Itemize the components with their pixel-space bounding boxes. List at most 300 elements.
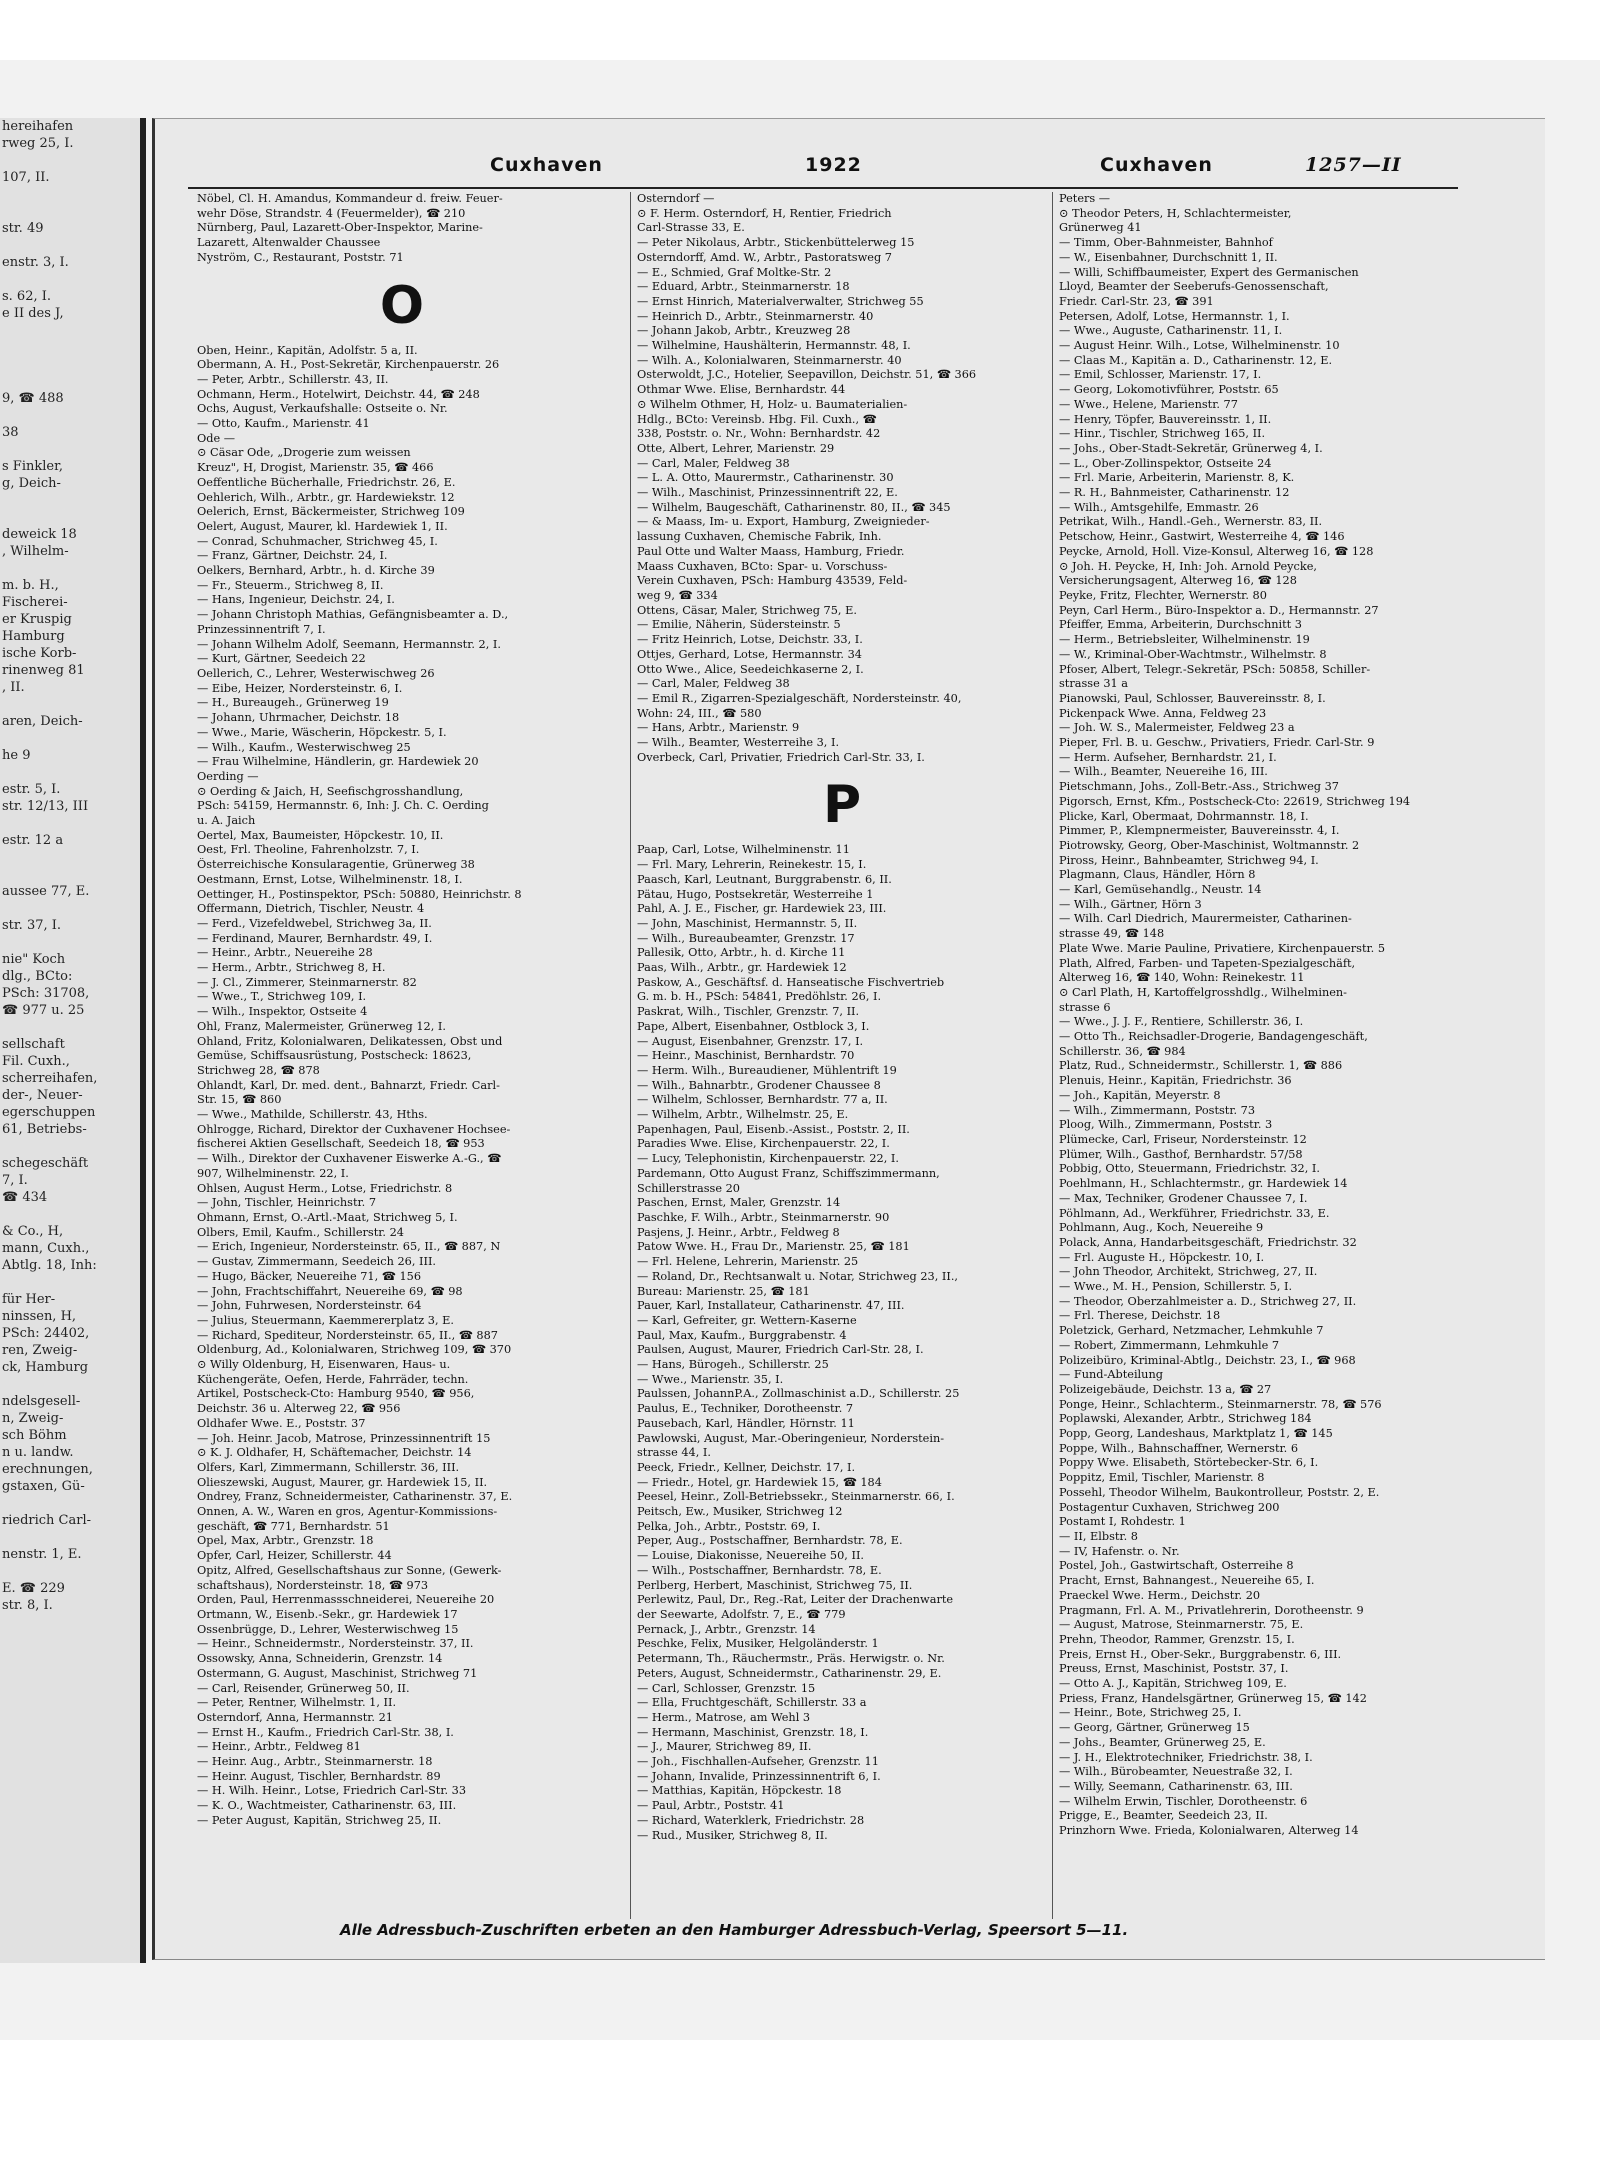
directory-entry: — Otto Th., Reichsadler-Drogerie, Bandagengeschäft, bbox=[1059, 1030, 1368, 1044]
directory-entry: strasse 6 bbox=[1059, 1000, 1111, 1014]
directory-entry: Paul, Max, Kaufm., Burggrabenstr. 4 bbox=[637, 1328, 847, 1342]
left-page-fragment bbox=[0, 118, 146, 1963]
directory-entry: Carl-Strasse 33, E. bbox=[637, 221, 745, 235]
directory-entry: Ochs, August, Verkaufshalle: Ostseite o. Nr. bbox=[197, 402, 448, 416]
directory-entry: ⊙ F. Herm. Osterndorf, H, Rentier, Friedrich bbox=[637, 206, 892, 220]
left-fragment-line: dlg., BCto: bbox=[2, 969, 73, 984]
left-fragment-line: 107, II. bbox=[2, 170, 50, 185]
directory-entry: — Johann, Uhrmacher, Deichstr. 18 bbox=[197, 711, 400, 725]
directory-entry: Postel, Joh., Gastwirtschaft, Osterreihe 8 bbox=[1059, 1559, 1294, 1573]
directory-entry: — Carl, Maler, Feldweg 38 bbox=[637, 456, 790, 470]
directory-entry: weg 9, ☎ 334 bbox=[637, 588, 718, 602]
left-fragment-line: 7, I. bbox=[2, 1173, 28, 1188]
directory-entry: Osterndorf — bbox=[637, 192, 715, 205]
directory-entry: — Fund-Abteilung bbox=[1059, 1368, 1163, 1382]
directory-entry: — Wilhelm Erwin, Tischler, Dorotheenstr. 6 bbox=[1059, 1794, 1308, 1808]
directory-entry: — Julius, Steuermann, Kaemmererplatz 3, E. bbox=[197, 1313, 455, 1327]
directory-entry: — Robert, Zimmermann, Lehmkuhle 7 bbox=[1059, 1338, 1280, 1352]
directory-entry: — Wilh., Beamter, Westerreihe 3, I. bbox=[637, 736, 840, 750]
directory-entry: Petermann, Th., Räuchermstr., Präs. Herwigstr. o. Nr. bbox=[637, 1652, 945, 1666]
directory-entry: Pasjens, J. Heinr., Arbtr., Feldweg 8 bbox=[637, 1225, 840, 1239]
directory-entry: — Lucy, Telephonistin, Kirchenpauerstr. 22, I. bbox=[637, 1152, 899, 1166]
directory-entry: u. A. Jaich bbox=[197, 814, 256, 828]
directory-entry: Küchengeräte, Oefen, Herde, Fahrräder, techn. bbox=[197, 1372, 469, 1386]
left-fragment-line bbox=[0, 815, 140, 832]
directory-entry: — K. O., Wachtmeister, Catharinenstr. 63, III. bbox=[197, 1799, 457, 1813]
left-fragment-line: hereihafen bbox=[2, 119, 74, 134]
left-fragment-line: ren, Zweig- bbox=[2, 1343, 78, 1358]
left-fragment-line: Abtlg. 18, Inh: bbox=[2, 1258, 97, 1273]
directory-entry: — Emilie, Näherin, Südersteinstr. 5 bbox=[637, 618, 841, 632]
directory-entry: Patow Wwe. H., Frau Dr., Marienstr. 25, ☎ 181 bbox=[637, 1240, 910, 1254]
directory-entry: Peesel, Heinr., Zoll-Betriebssekr., Steinmarnerstr. 66, I. bbox=[637, 1490, 955, 1504]
directory-entry: — Richard, Spediteur, Nordersteinstr. 65, II., ☎ 887 bbox=[197, 1328, 498, 1342]
header-city-left: Cuxhaven bbox=[490, 154, 603, 176]
directory-entry: Pfeiffer, Emma, Arbeiterin, Durchschnitt 3 bbox=[1059, 618, 1302, 632]
directory-entry: Paskow, A., Geschäftsf. d. Hanseatische Fischvertrieb bbox=[637, 975, 945, 989]
column-2 bbox=[630, 192, 1047, 1919]
directory-entry: — Ella, Fruchtgeschäft, Schillerstr. 33 a bbox=[637, 1696, 867, 1710]
directory-entry: Piotrowsky, Georg, Ober-Maschinist, Woltmannstr. 2 bbox=[1059, 838, 1360, 852]
directory-entry: Str. 15, ☎ 860 bbox=[197, 1093, 282, 1107]
directory-entry: Ottens, Cäsar, Maler, Strichweg 75, E. bbox=[637, 603, 857, 617]
directory-entry: ⊙ K. J. Oldhafer, H, Schäftemacher, Deichstr. 14 bbox=[197, 1446, 472, 1460]
directory-entry: ⊙ Joh. H. Peycke, H, Inh: Joh. Arnold Peycke, bbox=[1059, 559, 1317, 573]
directory-entry: — Johann Jakob, Arbtr., Kreuzweg 28 bbox=[637, 324, 851, 338]
directory-entry: — Herm., Betriebsleiter, Wilhelminenstr. 19 bbox=[1059, 633, 1310, 647]
directory-entry: Plümer, Wilh., Gasthof, Bernhardstr. 57/58 bbox=[1059, 1147, 1303, 1161]
left-fragment-line: für Her- bbox=[2, 1292, 56, 1307]
directory-entry: — J. Cl., Zimmerer, Steinmarnerstr. 82 bbox=[197, 975, 417, 989]
directory-entry: — Friedr., Hotel, gr. Hardewiek 15, ☎ 184 bbox=[637, 1475, 882, 1489]
left-fragment-line bbox=[0, 373, 140, 390]
directory-entry: — Herm., Arbtr., Strichweg 8, H. bbox=[197, 961, 386, 975]
left-fragment-line: deweick 18 bbox=[2, 527, 77, 542]
directory-entry: Prinzhorn Wwe. Frieda, Kolonialwaren, Alterweg 14 bbox=[1059, 1824, 1359, 1838]
directory-entry: Bureau: Marienstr. 25, ☎ 181 bbox=[637, 1284, 810, 1298]
left-fragment-line: gstaxen, Gü- bbox=[2, 1479, 85, 1494]
left-fragment-line: s. 62, I. bbox=[2, 289, 52, 304]
directory-entry: ⊙ Carl Plath, H, Kartoffelgrosshdlg., Wilhelminen- bbox=[1059, 985, 1348, 999]
directory-entry: — Wwe., T., Strichweg 109, I. bbox=[197, 990, 367, 1004]
directory-entry: — Heinr., Bote, Strichweg 25, I. bbox=[1059, 1706, 1242, 1720]
directory-entry: Ondrey, Franz, Schneidermeister, Catharinenstr. 37, E. bbox=[197, 1490, 513, 1504]
directory-entry: Ohlrogge, Richard, Direktor der Cuxhavener Hochsee- bbox=[197, 1122, 511, 1136]
page-header bbox=[180, 154, 1460, 178]
left-fragment-line: scherreihafen, bbox=[2, 1071, 98, 1086]
left-fragment-line bbox=[0, 407, 140, 424]
directory-entry: — Eibe, Heizer, Nordersteinstr. 6, I. bbox=[197, 681, 403, 695]
directory-entry: Osterwoldt, J.C., Hotelier, Seepavillon, Deichstr. 51, ☎ 366 bbox=[637, 368, 977, 382]
directory-entry: Pianowski, Paul, Schlosser, Bauvereinsstr. 8, I. bbox=[1059, 691, 1326, 705]
directory-entry: — R. H., Bahnmeister, Catharinenstr. 12 bbox=[1059, 486, 1290, 500]
left-fragment-line bbox=[0, 866, 140, 883]
directory-entry: Plümecke, Carl, Friseur, Nordersteinstr. 12 bbox=[1059, 1133, 1307, 1146]
directory-entry: Poppy Wwe. Elisabeth, Störtebecker-Str. 6, I. bbox=[1059, 1456, 1319, 1470]
left-fragment-line bbox=[0, 730, 140, 747]
directory-entry: — & Maass, Im- u. Export, Hamburg, Zweignieder- bbox=[637, 515, 930, 529]
directory-entry: Osterndorff, Amd. W., Arbtr., Pastoratsweg 7 bbox=[637, 250, 892, 264]
directory-entry: Pahl, A. J. E., Fischer, gr. Hardewiek 23, III. bbox=[637, 902, 887, 916]
directory-entry: Peper, Aug., Postschaffner, Bernhardstr. 78, E. bbox=[637, 1534, 903, 1548]
left-fragment-line: 38 bbox=[2, 425, 19, 440]
directory-entry: Pickenpack Wwe. Anna, Feldweg 23 bbox=[1059, 706, 1267, 720]
directory-entry: geschäft, ☎ 771, Bernhardstr. 51 bbox=[197, 1519, 390, 1533]
directory-entry: — Wilhelmine, Haushälterin, Hermannstr. 48, I. bbox=[637, 339, 911, 353]
directory-entry: — Fritz Heinrich, Lotse, Deichstr. 33, I. bbox=[637, 633, 863, 647]
column-1 bbox=[197, 192, 607, 1919]
directory-entry: ⊙ Theodor Peters, H, Schlachtermeister, bbox=[1059, 206, 1292, 220]
directory-entry: — Wwe., M. H., Pension, Schillerstr. 5, I. bbox=[1059, 1280, 1293, 1294]
left-fragment-line: sellschaft bbox=[2, 1037, 65, 1052]
directory-entry: — Matthias, Kapitän, Höpckestr. 18 bbox=[637, 1784, 842, 1798]
directory-entry: Othmar Wwe. Elise, Bernhardstr. 44 bbox=[637, 383, 846, 397]
directory-entry: Peyn, Carl Herm., Büro-Inspektor a. D., Hermannstr. 27 bbox=[1059, 603, 1379, 617]
directory-entry: Grünerweg 41 bbox=[1059, 221, 1142, 235]
left-fragment-line bbox=[0, 356, 140, 373]
directory-entry: Prehn, Theodor, Rammer, Grenzstr. 15, I. bbox=[1059, 1632, 1295, 1646]
left-fragment-line bbox=[0, 492, 140, 509]
directory-entry: — Ferd., Vizefeldwebel, Strichweg 3a, II. bbox=[197, 916, 432, 930]
directory-entry: — Heinr. August, Tischler, Bernhardstr. 89 bbox=[197, 1769, 441, 1783]
directory-entry: — Wwe., Marie, Wäscherin, Höpckestr. 5, I. bbox=[197, 725, 447, 739]
directory-entry: Papenhagen, Paul, Eisenb.-Assist., Poststr. 2, II. bbox=[637, 1122, 910, 1136]
directory-entry: — Otto, Kaufm., Marienstr. 41 bbox=[197, 417, 370, 431]
left-fragment-line: str. 8, I. bbox=[2, 1598, 53, 1613]
directory-entry: — H., Bureaugeh., Grünerweg 19 bbox=[197, 696, 389, 710]
directory-entry: Peters, August, Schneidermstr., Catharinenstr. 29, E. bbox=[637, 1666, 942, 1680]
directory-entry: — Roland, Dr., Rechtsanwalt u. Notar, Strichweg 23, II., bbox=[637, 1269, 959, 1283]
directory-entry: — Heinr., Arbtr., Neuereihe 28 bbox=[197, 946, 373, 960]
directory-entry: Paulssen, JohannP.A., Zollmaschinist a.D., Schillerstr. 25 bbox=[637, 1387, 960, 1401]
directory-entry: Lazarett, Altenwalder Chaussee bbox=[197, 236, 381, 250]
left-fragment-line: ninssen, H, bbox=[2, 1309, 77, 1324]
directory-entry: — Wilhelm, Baugeschäft, Catharinenstr. 80, II., ☎ 345 bbox=[637, 500, 951, 514]
left-fragment-line: m. b. H., bbox=[2, 578, 59, 593]
left-fragment-line: ndelsgesell- bbox=[2, 1394, 81, 1409]
left-fragment-line: ☎ 434 bbox=[2, 1190, 48, 1205]
directory-entry: — Wwe., J. J. F., Rentiere, Schillerstr. 36, I. bbox=[1059, 1015, 1304, 1029]
directory-entry: — Wilh. A., Kolonialwaren, Steinmarnerstr. 40 bbox=[637, 353, 902, 367]
directory-entry: Peitsch, Ew., Musiker, Strichweg 12 bbox=[637, 1505, 843, 1519]
directory-entry: — Hugo, Bäcker, Neuereihe 71, ☎ 156 bbox=[197, 1269, 422, 1283]
directory-entry: — John, Maschinist, Hermannstr. 5, II. bbox=[637, 916, 858, 930]
directory-entry: Olbers, Emil, Kaufm., Schillerstr. 24 bbox=[197, 1225, 404, 1239]
left-fragment-line: n, Zweig- bbox=[2, 1411, 64, 1426]
directory-entry: Preis, Ernst H., Ober-Sekr., Burggrabenstr. 6, III. bbox=[1059, 1647, 1342, 1661]
directory-entry: Poplawski, Alexander, Arbtr., Strichweg 184 bbox=[1059, 1412, 1312, 1426]
directory-entry: — Fr., Steuerm., Strichweg 8, II. bbox=[197, 578, 384, 592]
directory-entry: — Wwe., Marienstr. 35, I. bbox=[637, 1372, 784, 1386]
directory-entry: — Wilh., Amtsgehilfe, Emmastr. 26 bbox=[1059, 500, 1259, 514]
left-fragment-line bbox=[0, 696, 140, 713]
directory-entry: Oettinger, H., Postinspektor, PSch: 50880, Heinrichstr. 8 bbox=[197, 887, 522, 901]
directory-entry: — Carl, Maler, Feldweg 38 bbox=[637, 677, 790, 691]
directory-entry: Deichstr. 36 u. Alterweg 22, ☎ 956 bbox=[197, 1402, 401, 1416]
header-year: 1922 bbox=[805, 154, 862, 176]
directory-entry: — Hans, Bürogeh., Schillerstr. 25 bbox=[637, 1358, 829, 1372]
section-letter: P bbox=[822, 775, 862, 836]
directory-entry: Ohmann, Ernst, O.-Artl.-Maat, Strichweg 5, I. bbox=[197, 1211, 458, 1224]
directory-entry: — J., Maurer, Strichweg 89, II. bbox=[637, 1740, 812, 1754]
header-page-number: 1257—II bbox=[1305, 154, 1402, 176]
directory-entry: Plenuis, Heinr., Kapitän, Friedrichstr. 36 bbox=[1059, 1074, 1292, 1088]
directory-entry: Pätau, Hugo, Postsekretär, Westerreihe 1 bbox=[637, 887, 874, 901]
directory-entry: Obermann, A. H., Post-Sekretär, Kirchenpauerstr. 26 bbox=[197, 358, 500, 372]
directory-entry: — Ferdinand, Maurer, Bernhardstr. 49, I. bbox=[197, 931, 433, 945]
directory-entry: Onnen, A. W., Waren en gros, Agentur-Kommissions- bbox=[197, 1505, 498, 1519]
left-fragment-line: nie" Koch bbox=[2, 952, 66, 967]
directory-entry: — Hinr., Tischler, Strichweg 165, II. bbox=[1059, 427, 1266, 441]
left-fragment-line: Fil. Cuxh., bbox=[2, 1054, 70, 1069]
directory-entry: wehr Döse, Strandstr. 4 (Feuermelder), ☎ 210 bbox=[197, 206, 466, 220]
directory-entry: — Joh., Fischhallen-Aufseher, Grenzstr. 11 bbox=[637, 1755, 879, 1769]
directory-entry: Poppitz, Emil, Tischler, Marienstr. 8 bbox=[1059, 1471, 1265, 1485]
directory-entry: Schillerstr. 36, ☎ 984 bbox=[1059, 1044, 1186, 1058]
left-fragment-line bbox=[0, 441, 140, 458]
directory-entry: Platz, Rud., Schneidermstr., Schillerstr. 1, ☎ 886 bbox=[1059, 1059, 1343, 1073]
directory-entry: — John, Fuhrwesen, Nordersteinstr. 64 bbox=[197, 1299, 422, 1313]
directory-entry: — August Heinr. Wilh., Lotse, Wilhelminenstr. 10 bbox=[1059, 339, 1340, 353]
directory-entry: Ohlsen, August Herm., Lotse, Friedrichstr. 8 bbox=[197, 1181, 453, 1195]
left-fragment-line bbox=[0, 1206, 140, 1223]
directory-entry: Poppe, Wilh., Bahnschaffner, Wernerstr. 6 bbox=[1059, 1441, 1299, 1455]
directory-entry: — Joh., Kapitän, Meyerstr. 8 bbox=[1059, 1088, 1221, 1102]
directory-entry: Otto Wwe., Alice, Seedeichkaserne 2, I. bbox=[637, 662, 864, 676]
left-fragment-line bbox=[0, 764, 140, 781]
directory-entry: Petrikat, Wilh., Handl.-Geh., Wernerstr. 83, II. bbox=[1059, 515, 1323, 529]
footer-note: Alle Adressbuch-Zuschriften erbeten an den Hamburger Adressbuch-Verlag, Speersort 5—11. bbox=[340, 1921, 1129, 1939]
directory-entry: — Carl, Schlosser, Grenzstr. 15 bbox=[637, 1681, 816, 1695]
directory-entry: Ponge, Heinr., Schlachterm., Steinmarnerstr. 78, ☎ 576 bbox=[1059, 1397, 1382, 1411]
directory-entry: Praeckel Wwe. Herm., Deichstr. 20 bbox=[1059, 1588, 1261, 1602]
directory-entry: Otte, Albert, Lehrer, Marienstr. 29 bbox=[637, 441, 835, 455]
directory-entry: Ohland, Fritz, Kolonialwaren, Delikatessen, Obst und bbox=[197, 1034, 503, 1048]
directory-entry: Kreuz", H, Drogist, Marienstr. 35, ☎ 466 bbox=[197, 461, 434, 475]
directory-entry: Paulsen, August, Maurer, Friedrich Carl-Str. 28, I. bbox=[637, 1343, 924, 1357]
directory-entry: — Heinr., Schneidermstr., Nordersteinstr. 37, II. bbox=[197, 1637, 474, 1651]
directory-entry: Oehlerich, Wilh., Arbtr., gr. Hardewiekstr. 12 bbox=[197, 490, 455, 504]
directory-entry: — Gustav, Zimmermann, Seedeich 26, III. bbox=[197, 1255, 437, 1269]
directory-entry: Ossenbrügge, D., Lehrer, Westerwischweg 15 bbox=[197, 1622, 459, 1636]
directory-entry: — Herm., Matrose, am Wehl 3 bbox=[637, 1710, 811, 1724]
left-fragment-line: aren, Deich- bbox=[2, 714, 83, 729]
directory-entry: — H. Wilh. Heinr., Lotse, Friedrich Carl-Str. 33 bbox=[197, 1784, 467, 1798]
directory-entry: Pardemann, Otto August Franz, Schiffszimmermann, bbox=[637, 1166, 940, 1180]
directory-entry: Olieszewski, August, Maurer, gr. Hardewiek 15, II. bbox=[197, 1475, 488, 1489]
directory-entry: — Peter Nikolaus, Arbtr., Stickenbüttelerweg 15 bbox=[637, 236, 915, 250]
left-fragment-line bbox=[0, 237, 140, 254]
directory-entry: Plath, Alfred, Farben- und Tapeten-Spezialgeschäft, bbox=[1059, 956, 1356, 970]
directory-entry: Prigge, E., Beamter, Seedeich 23, II. bbox=[1059, 1809, 1268, 1823]
column-3 bbox=[1052, 192, 1469, 1919]
directory-entry: — Heinrich D., Arbtr., Steinmarnerstr. 40 bbox=[637, 309, 874, 323]
directory-entry: — John, Frachtschiffahrt, Neuereihe 69, ☎ 98 bbox=[197, 1284, 463, 1298]
directory-entry: Nöbel, Cl. H. Amandus, Kommandeur d. freiw. Feuer- bbox=[197, 192, 503, 205]
directory-entry: Priess, Franz, Handelsgärtner, Grünerweg 15, ☎ 142 bbox=[1059, 1691, 1367, 1705]
directory-entry: — August, Eisenbahner, Grenzstr. 17, I. bbox=[637, 1034, 864, 1048]
left-fragment-line: estr. 5, I. bbox=[2, 782, 61, 797]
directory-entry: — Wwe., Mathilde, Schillerstr. 43, Hths. bbox=[197, 1108, 428, 1122]
directory-entry: Opfer, Carl, Heizer, Schillerstr. 44 bbox=[197, 1549, 392, 1563]
left-fragment-line bbox=[0, 849, 140, 866]
directory-entry: Oelert, August, Maurer, kl. Hardewiek 1, II. bbox=[197, 519, 448, 533]
left-fragment-line: & Co., H, bbox=[2, 1224, 64, 1239]
directory-entry: — Ernst Hinrich, Materialverwalter, Strichweg 55 bbox=[637, 294, 924, 308]
left-fragment-line bbox=[0, 186, 140, 203]
left-fragment-line: n u. landw. bbox=[2, 1445, 74, 1460]
left-fragment-line bbox=[0, 1529, 140, 1546]
directory-entry: Orden, Paul, Herrenmassschneiderei, Neuereihe 20 bbox=[197, 1593, 495, 1607]
directory-entry: — Johann Christoph Mathias, Gefängnisbeamter a. D., bbox=[197, 608, 509, 622]
left-fragment-line: rweg 25, I. bbox=[2, 136, 74, 151]
directory-entry: Opel, Max, Arbtr., Grenzstr. 18 bbox=[197, 1534, 374, 1548]
directory-entry: ⊙ Oerding & Jaich, H, Seefischgrosshandlung, bbox=[197, 784, 464, 798]
directory-entry: — Wilh., Postschaffner, Bernhardstr. 78, E. bbox=[637, 1563, 882, 1577]
left-fragment-line: PSch: 24402, bbox=[2, 1326, 90, 1341]
directory-entry: — Max, Techniker, Grodener Chaussee 7, I. bbox=[1059, 1191, 1308, 1205]
left-fragment-line: , II. bbox=[2, 680, 25, 695]
directory-entry: — Richard, Waterklerk, Friedrichstr. 28 bbox=[637, 1813, 865, 1827]
directory-entry: Petersen, Adolf, Lotse, Hermannstr. 1, I. bbox=[1059, 309, 1290, 323]
directory-entry: — L., Ober-Zollinspektor, Ostseite 24 bbox=[1059, 456, 1272, 470]
left-fragment-line: mann, Cuxh., bbox=[2, 1241, 90, 1256]
left-fragment-line bbox=[0, 1495, 140, 1512]
directory-entry: Plate Wwe. Marie Pauline, Privatiere, Kirchenpauerstr. 5 bbox=[1059, 941, 1386, 955]
directory-entry: Hdlg., BCto: Vereinsb. Hbg. Fil. Cuxh., ☎ bbox=[637, 412, 877, 426]
directory-entry: — Paul, Arbtr., Poststr. 41 bbox=[637, 1799, 785, 1813]
directory-entry: Oest, Frl. Theoline, Fahrenholzstr. 7, I. bbox=[197, 843, 420, 857]
directory-entry: Ottjes, Gerhard, Lotse, Hermannstr. 34 bbox=[637, 647, 862, 661]
directory-entry: Paasch, Karl, Leutnant, Burggrabenstr. 6, II. bbox=[637, 872, 892, 886]
directory-entry: Postamt I, Rohdestr. 1 bbox=[1059, 1515, 1186, 1529]
left-fragment-line: schegeschäft bbox=[2, 1156, 89, 1171]
directory-entry: — Wilh., Beamter, Neuereihe 16, III. bbox=[1059, 765, 1268, 779]
directory-entry: — Kurt, Gärtner, Seedeich 22 bbox=[197, 652, 366, 666]
directory-entry: — Frl. Therese, Deichstr. 18 bbox=[1059, 1309, 1221, 1323]
left-fragment-line: aussee 77, E. bbox=[2, 884, 90, 899]
directory-entry: strasse 49, ☎ 148 bbox=[1059, 927, 1165, 941]
directory-entry: — Frau Wilhelmine, Händlerin, gr. Hardewiek 20 bbox=[197, 755, 479, 769]
directory-entry: — II, Elbstr. 8 bbox=[1059, 1529, 1138, 1543]
left-fragment-line: rinenweg 81 bbox=[2, 663, 85, 678]
directory-entry: Oelerich, Ernst, Bäckermeister, Strichweg 109 bbox=[197, 505, 465, 519]
directory-entry: — Joh. Heinr. Jacob, Matrose, Prinzessinnentrift 15 bbox=[197, 1431, 491, 1445]
directory-entry: Gemüse, Schiffsausrüstung, Postscheck: 18623, bbox=[197, 1049, 472, 1063]
directory-entry: — Karl, Gefreiter, gr. Wettern-Kaserne bbox=[637, 1313, 857, 1327]
directory-entry: lassung Cuxhaven, Chemische Fabrik, Inh. bbox=[637, 530, 882, 544]
directory-entry: Oeffentliche Bücherhalle, Friedrichstr. 26, E. bbox=[197, 475, 456, 489]
left-fragment-line bbox=[0, 1376, 140, 1393]
directory-entry: Olfers, Karl, Zimmermann, Schillerstr. 36, III. bbox=[197, 1460, 460, 1474]
left-fragment-line: enstr. 3, I. bbox=[2, 255, 69, 270]
directory-entry: Plagmann, Claus, Händler, Hörn 8 bbox=[1059, 868, 1256, 882]
directory-entry: Paschen, Ernst, Maler, Grenzstr. 14 bbox=[637, 1196, 841, 1210]
directory-entry: — Wilh., Gärtner, Hörn 3 bbox=[1059, 897, 1202, 911]
directory-entry: Pohlmann, Aug., Koch, Neuereihe 9 bbox=[1059, 1221, 1264, 1235]
left-fragment-line: ische Korb- bbox=[2, 646, 77, 661]
left-fragment-line bbox=[0, 203, 140, 220]
directory-entry: — Frl. Auguste H., Höpckestr. 10, I. bbox=[1059, 1250, 1265, 1264]
directory-entry: — W., Kriminal-Ober-Wachtmstr., Wilhelmstr. 8 bbox=[1059, 647, 1327, 661]
directory-entry: — E., Schmied, Graf Moltke-Str. 2 bbox=[637, 265, 832, 279]
left-fragment-line: 61, Betriebs- bbox=[2, 1122, 87, 1137]
directory-entry: — Frl. Mary, Lehrerin, Reinekestr. 15, I. bbox=[637, 858, 867, 872]
directory-entry: — Erich, Ingenieur, Nordersteinstr. 65, II., ☎ 887, N bbox=[197, 1240, 501, 1254]
directory-entry: G. m. b. H., PSch: 54841, Predöhlstr. 26, I. bbox=[637, 990, 882, 1004]
directory-entry: Oben, Heinr., Kapitän, Adolfstr. 5 a, II. bbox=[197, 343, 418, 357]
left-fragment-line: e II des J, bbox=[2, 306, 64, 321]
directory-entry: Paul Otte und Walter Maass, Hamburg, Friedr. bbox=[637, 544, 905, 558]
left-fragment-line bbox=[0, 1019, 140, 1036]
directory-entry: — Herm. Wilh., Bureaudiener, Mühlentrift 19 bbox=[637, 1063, 897, 1077]
directory-entry: Nyström, C., Restaurant, Poststr. 71 bbox=[197, 250, 404, 264]
directory-entry: — Johs., Beamter, Grünerweg 25, E. bbox=[1059, 1735, 1266, 1749]
directory-entry: — Peter, Arbtr., Schillerstr. 43, II. bbox=[197, 372, 389, 386]
directory-entry: — Johann Wilhelm Adolf, Seemann, Hermannstr. 2, I. bbox=[197, 637, 501, 651]
left-fragment-line: egerschuppen bbox=[2, 1105, 96, 1120]
directory-entry: — Heinr. Aug., Arbtr., Steinmarnerstr. 18 bbox=[197, 1755, 433, 1769]
directory-entry: — Wwe., Helene, Marienstr. 77 bbox=[1059, 397, 1238, 411]
directory-entry: — Peter August, Kapitän, Strichweg 25, II. bbox=[197, 1813, 442, 1827]
directory-entry: Maass Cuxhaven, BCto: Spar- u. Vorschuss- bbox=[637, 559, 888, 573]
left-fragment-line: , Wilhelm- bbox=[2, 544, 69, 559]
directory-entry: — Frl. Helene, Lehrerin, Marienstr. 25 bbox=[637, 1255, 859, 1269]
left-fragment-line bbox=[0, 1563, 140, 1580]
directory-entry: — Theodor, Oberzahlmeister a. D., Strichweg 27, II. bbox=[1059, 1294, 1357, 1308]
directory-entry: — W., Eisenbahner, Durchschnitt 1, II. bbox=[1059, 250, 1278, 264]
directory-entry: Nürnberg, Paul, Lazarett-Ober-Inspektor, Marine- bbox=[197, 221, 483, 235]
directory-entry: Pauer, Karl, Installateur, Catharinenstr. 47, III. bbox=[637, 1299, 905, 1313]
directory-entry: — John, Tischler, Heinrichstr. 7 bbox=[197, 1196, 377, 1210]
left-fragment-line: PSch: 31708, bbox=[2, 986, 90, 1001]
directory-entry: Poehlmann, H., Schlachtermstr., gr. Hardewiek 14 bbox=[1059, 1177, 1348, 1191]
left-fragment-line: erechnungen, bbox=[2, 1462, 93, 1477]
directory-entry: PSch: 54159, Hermannstr. 6, Inh: J. Ch. C. Oerding bbox=[197, 799, 489, 813]
directory-entry: Paradies Wwe. Elise, Kirchenpauerstr. 22, I. bbox=[637, 1137, 890, 1151]
directory-entry: — Hermann, Maschinist, Grenzstr. 18, I. bbox=[637, 1725, 869, 1739]
directory-entry: Perlewitz, Paul, Dr., Reg.-Rat, Leiter der Drachenwarte bbox=[637, 1593, 954, 1607]
directory-entry: — Hans, Arbtr., Marienstr. 9 bbox=[637, 721, 800, 735]
directory-entry: der Seewarte, Adolfstr. 7, E., ☎ 779 bbox=[637, 1607, 846, 1621]
directory-entry: Oestmann, Ernst, Lotse, Wilhelminenstr. 18, I. bbox=[197, 872, 463, 886]
directory-entry: — Wilh., Direktor der Cuxhavener Eiswerke A.-G., ☎ bbox=[197, 1152, 502, 1166]
left-fragment-line: nenstr. 1, E. bbox=[2, 1547, 82, 1562]
left-fragment-line: str. 12/13, III bbox=[2, 799, 89, 814]
left-fragment-line bbox=[0, 1138, 140, 1155]
directory-entry: — Rud., Musiker, Strichweg 8, II. bbox=[637, 1828, 828, 1842]
left-fragment-line bbox=[0, 509, 140, 526]
directory-entry: Oldhafer Wwe. E., Poststr. 37 bbox=[197, 1416, 366, 1430]
directory-entry: — Georg, Lokomotivführer, Poststr. 65 bbox=[1059, 383, 1279, 397]
directory-entry: — L. A. Otto, Maurermstr., Catharinenstr. 30 bbox=[637, 471, 894, 485]
directory-entry: Österreichische Konsularagentie, Grünerweg 38 bbox=[197, 858, 475, 872]
left-fragment-line: str. 37, I. bbox=[2, 918, 62, 933]
directory-entry: — Ernst H., Kaufm., Friedrich Carl-Str. 38, I. bbox=[197, 1725, 454, 1739]
directory-entry: Polack, Anna, Handarbeitsgeschäft, Friedrichstr. 32 bbox=[1059, 1235, 1357, 1249]
directory-entry: Pöhlmann, Ad., Werkführer, Friedrichstr. 33, E. bbox=[1059, 1206, 1330, 1220]
directory-entry: — Wilhelm, Arbtr., Wilhelmstr. 25, E. bbox=[637, 1108, 849, 1122]
left-fragment-line: 9, ☎ 488 bbox=[2, 391, 64, 406]
directory-entry: Versicherungsagent, Alterweg 16, ☎ 128 bbox=[1059, 574, 1297, 588]
left-fragment-line bbox=[0, 1274, 140, 1291]
directory-entry: Petschow, Heinr., Gastwirt, Westerreihe 4, ☎ 146 bbox=[1059, 530, 1345, 544]
directory-entry: Pracht, Ernst, Bahnangest., Neuereihe 65, I. bbox=[1059, 1574, 1315, 1588]
directory-entry: strasse 31 a bbox=[1059, 677, 1129, 691]
directory-entry: Ohl, Franz, Malermeister, Grünerweg 12, I. bbox=[197, 1019, 446, 1033]
directory-entry: Poletzick, Gerhard, Netzmacher, Lehmkuhle 7 bbox=[1059, 1324, 1324, 1338]
directory-entry: Peycke, Arnold, Holl. Vize-Konsul, Alterweg 16, ☎ 128 bbox=[1059, 544, 1374, 558]
